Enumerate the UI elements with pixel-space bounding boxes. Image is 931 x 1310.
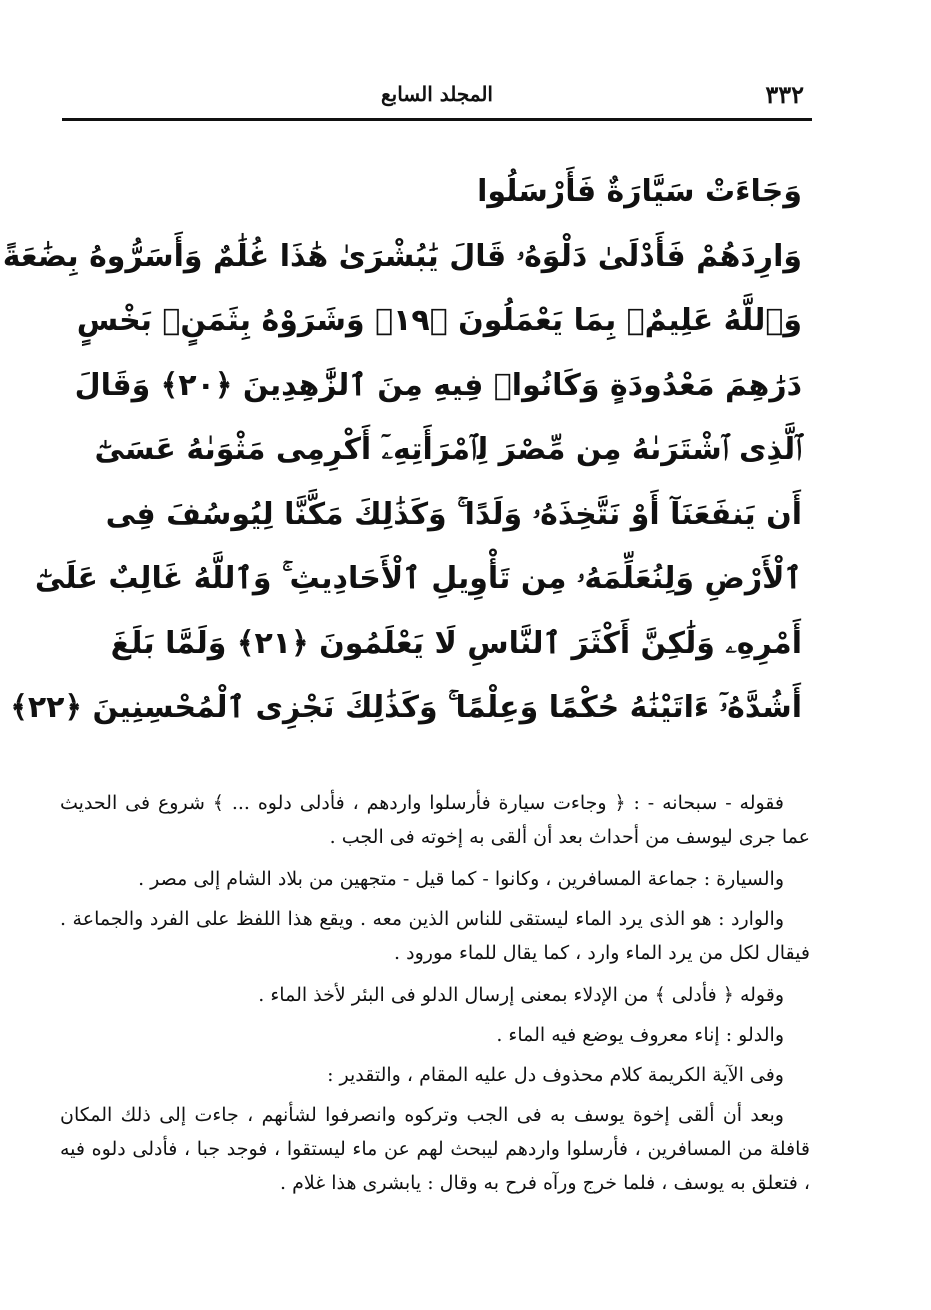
quran-line: وَارِدَهُمْ فَأَدْلَىٰ دَلْوَهُۥ قَالَ يَٰبُشْرَىٰ هَٰذَا غُلَٰمٌ وَأَسَرُّوهُ بِضَٰعَةً	[2, 238, 802, 274]
page-number: ٣٣٢	[765, 80, 804, 109]
commentary-paragraph: وبعد أن ألقى إخوة يوسف به فى الجب وتركوه وانصرفوا لشأنهم ، جاءت إلى ذلك المكان قافلة من المسافرين ، فأرسلوا واردهم ليبحث لهم عن ماء ليستقوا ، فوجد جبا ، فأدلى دلوه فيه ، فتعلق به يوسف ، فلما خرج ورآه فرح به وقال : يابشرى هذا غلام .	[60, 1104, 810, 1194]
commentary-paragraph: وفى الآية الكريمة كلام محذوف دل عليه المقام ، والتقدير :	[327, 1064, 784, 1086]
quran-line: ٱلْأَرْضِ وَلِنُعَلِّمَهُۥ مِن تَأْوِيلِ ٱلْأَحَادِيثِ ۚ وَٱللَّهُ غَالِبٌ عَلَىٰٓ	[34, 561, 802, 596]
quran-line: وَجَاءَتْ سَيَّارَةٌ فَأَرْسَلُوا	[477, 174, 802, 209]
quran-line: ٱلَّذِى ٱشْتَرَىٰهُ مِن مِّصْرَ لِٱمْرَأَتِهِۦٓ أَكْرِمِى مَثْوَىٰهُ عَسَىٰٓ	[94, 432, 802, 467]
header-rule	[62, 118, 812, 121]
quran-line: أَمْرِهِۦ وَلَٰكِنَّ أَكْثَرَ ٱلنَّاسِ لَا يَعْلَمُونَ ﴿٢١﴾ وَلَمَّا بَلَغَ	[110, 625, 802, 661]
quran-line: وَٱللَّهُ عَلِيمٌۢ بِمَا يَعْمَلُونَ ﴿١٩﴾ وَشَرَوْهُ بِثَمَنٍۭ بَخْسٍ	[76, 303, 802, 338]
commentary-text	[60, 786, 810, 1208]
quran-line: أَشُدَّهُۥٓ ءَاتَيْنَٰهُ حُكْمًا وَعِلْمًا ۚ وَكَذَٰلِكَ نَجْزِى ٱلْمُحْسِنِينَ ﴿٢٢﴾	[10, 690, 802, 725]
quran-verses-block	[2, 160, 802, 741]
commentary-paragraph: والسيارة : جماعة المسافرين ، وكانوا - كما قيل - متجهين من بلاد الشام إلى مصر .	[138, 868, 784, 890]
volume-title: المجلد السابع	[380, 82, 493, 106]
quran-line: أَن يَنفَعَنَآ أَوْ نَتَّخِذَهُۥ وَلَدًا ۚ وَكَذَٰلِكَ مَكَّنَّا لِيُوسُفَ فِى	[105, 496, 802, 532]
commentary-paragraph: وقوله ﴿ فأدلى ﴾ من الإدلاء بمعنى إرسال الدلو فى البئر لأخذ الماء .	[258, 984, 784, 1006]
commentary-paragraph: والوارد : هو الذى يرد الماء ليستقى للناس الذين معه . ويقع هذا اللفظ على الفرد والجماعة . فيقال لكل من يرد الماء وارد ، كما يقال للماء مورود .	[60, 908, 810, 964]
quran-line: دَرَٰهِمَ مَعْدُودَةٍ وَكَانُوا۟ فِيهِ مِنَ ٱلزَّٰهِدِينَ ﴿٢٠﴾ وَقَالَ	[74, 367, 802, 403]
commentary-paragraph: والدلو : إناء معروف يوضع فيه الماء .	[496, 1024, 784, 1046]
page-header	[62, 70, 812, 110]
commentary-paragraph: فقوله - سبحانه - : ﴿ وجاءت سيارة فأرسلوا واردهم ، فأدلى دلوه ... ﴾ شروع فى الحديث عما جرى ليوسف من أحداث بعد أن ألقى به إخوته فى الجب .	[60, 792, 810, 848]
